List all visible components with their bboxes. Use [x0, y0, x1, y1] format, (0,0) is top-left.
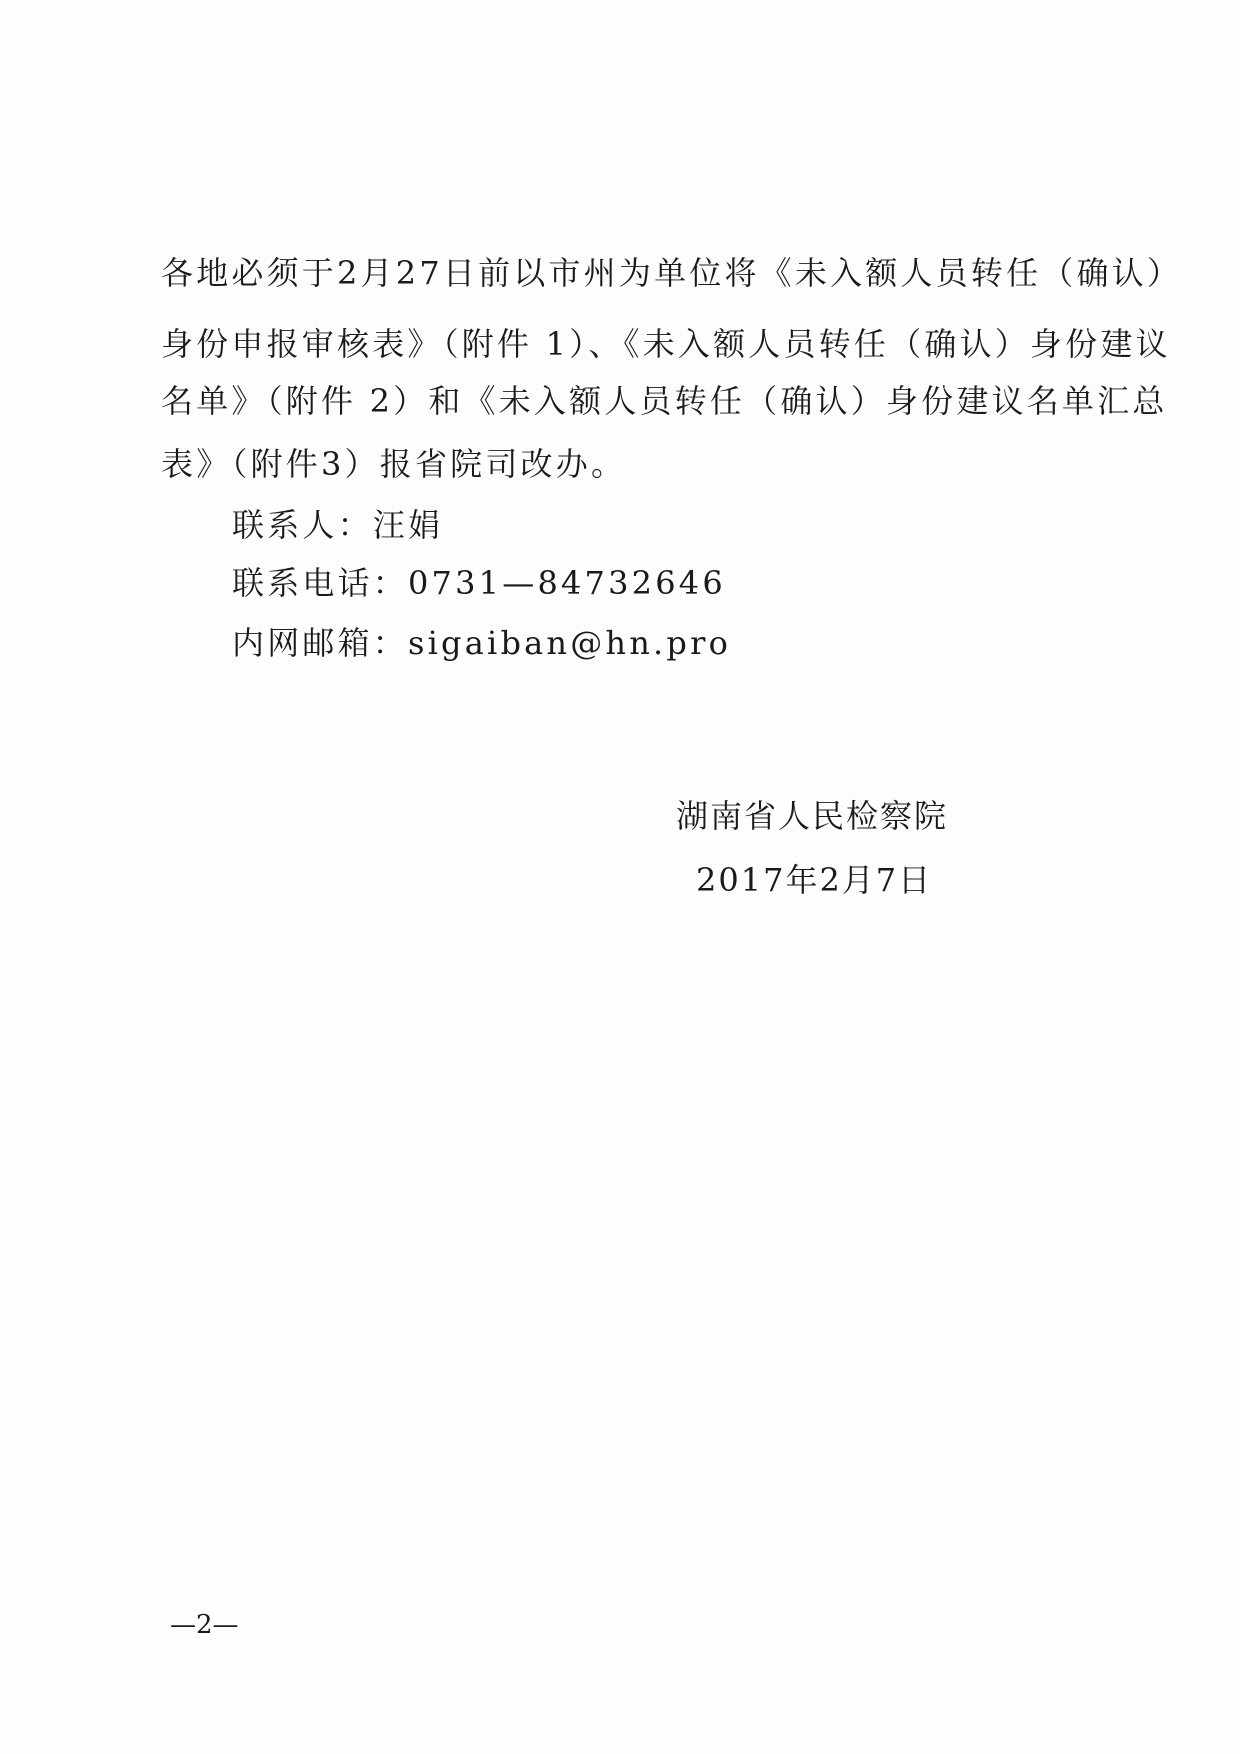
contact-email: 内网邮箱：sigaiban@hn.pro [232, 624, 732, 662]
contact-person: 联系人：汪娟 [232, 506, 444, 544]
issuing-organization: 湖南省人民检察院 [676, 797, 949, 835]
paragraph-line-4: 表》（附件3）报省院司改办。 [161, 445, 627, 483]
paragraph-line-1: 各地必须于2月27日前以市州为单位将《未入额人员转任（确认） [161, 254, 1183, 292]
paragraph-line-3: 名单》（附件 2）和《未入额人员转任（确认）身份建议名单汇总 [161, 382, 1168, 420]
contact-phone: 联系电话：0731—84732646 [232, 564, 726, 602]
paragraph-line-2: 身份申报审核表》（附件 1）、《未入额人员转任（确认）身份建议 [161, 325, 1171, 363]
issue-date: 2017年2月7日 [696, 861, 933, 899]
page-number: —2— [170, 1610, 239, 1640]
